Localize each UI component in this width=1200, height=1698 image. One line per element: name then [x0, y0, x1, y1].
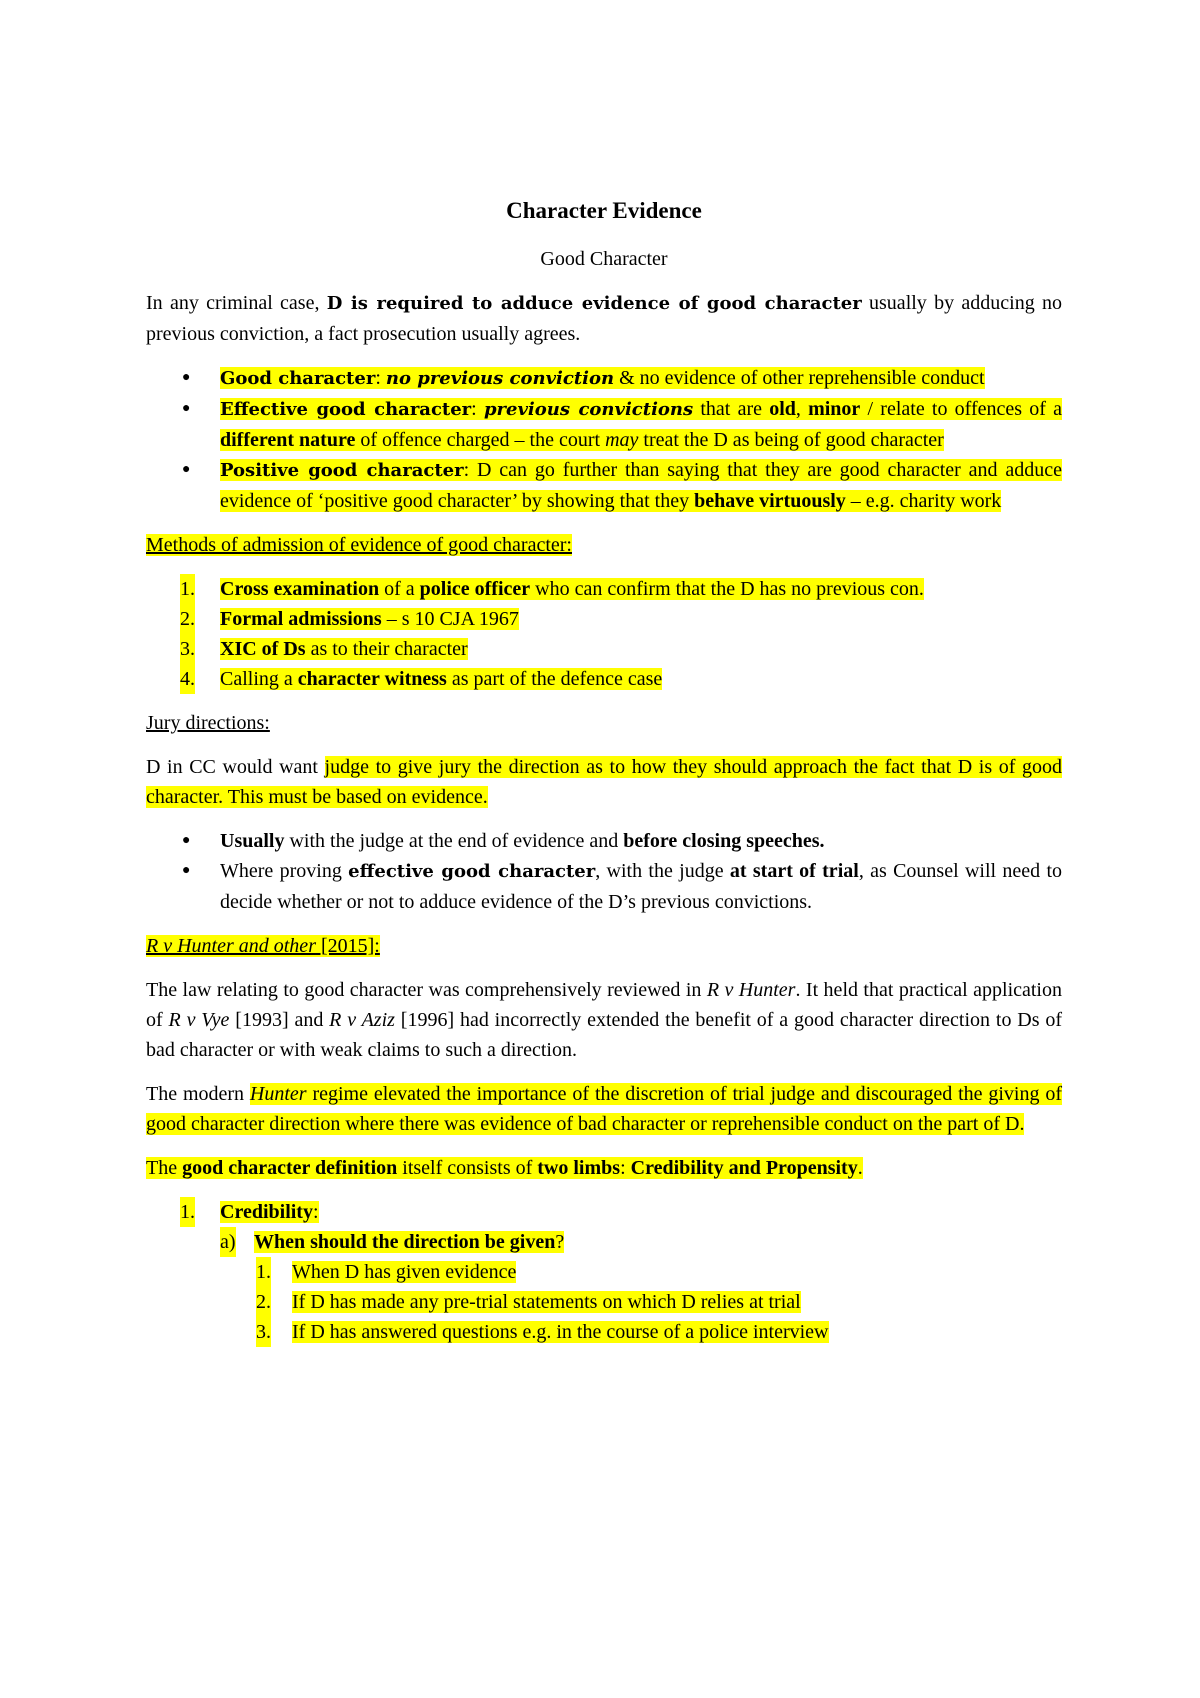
method-bold: character witness: [297, 668, 447, 690]
modern-text: The modern: [146, 1083, 250, 1105]
type-italic: may: [605, 429, 639, 451]
methods-heading-text: Methods of admission of evidence of good character:: [146, 534, 572, 556]
bullet-icon: ●: [182, 462, 191, 477]
method-bold: police officer: [419, 578, 531, 600]
method-text: Calling a: [220, 668, 298, 690]
hunter-paragraph: [146, 975, 1062, 1065]
limbs-list: [146, 1197, 1062, 1227]
list-number: 4.: [180, 664, 195, 694]
type-text: ,: [795, 398, 809, 420]
bullet-icon: ●: [182, 833, 191, 848]
list-item: [146, 856, 1062, 917]
bullet-icon: ●: [182, 370, 191, 385]
type-text: : D can go further than saying that they are good character and adduce evidence of ‘positive good character’ by showing that they: [220, 459, 1062, 512]
type-bold: old: [769, 398, 796, 420]
case-citation: R v Aziz: [329, 1009, 395, 1031]
method-text: – s 10 CJA 1967: [381, 608, 519, 630]
list-number: 1.: [180, 1197, 195, 1227]
limbs-text: The: [146, 1157, 183, 1179]
limbs-bold: good character definition: [182, 1157, 398, 1179]
list-item: [146, 363, 1062, 394]
intro-text-a: In any criminal case,: [146, 292, 327, 314]
type-bold: different nature: [220, 429, 356, 451]
condition-text: When D has given evidence: [292, 1261, 517, 1283]
point-text: , as Counsel will need to decide whether or not to adduce evidence of the D’s previous convictions.: [220, 860, 1063, 913]
list-number: 2.: [180, 604, 195, 634]
jury-paragraph: [146, 752, 1062, 812]
list-item-credibility: [146, 1197, 1062, 1227]
type-rest: & no evidence of other reprehensible conduct: [614, 367, 985, 389]
case-name: R v Hunter and other: [146, 935, 316, 957]
limbs-text: .: [857, 1157, 863, 1179]
type-sep: :: [471, 398, 484, 420]
sub-marker: a): [220, 1227, 236, 1257]
document-title: Character Evidence: [506, 198, 702, 223]
jury-points-list: [146, 826, 1062, 917]
intro-paragraph: [146, 288, 1062, 349]
method-text: who can confirm that the D has no previous con.: [530, 578, 924, 600]
jury-heading-text: Jury directions:: [146, 712, 270, 734]
type-bold: minor: [808, 398, 861, 420]
sub-q: ?: [555, 1231, 565, 1253]
method-bold: Cross examination: [220, 578, 380, 600]
bullet-icon: ●: [182, 401, 191, 416]
list-number: 2.: [256, 1287, 271, 1317]
list-number: 3.: [180, 634, 195, 664]
list-item: [146, 394, 1062, 455]
list-item: [146, 574, 1062, 604]
list-item: [146, 1227, 1062, 1257]
methods-heading: [146, 530, 1062, 560]
character-types-list: [146, 363, 1062, 516]
type-bold: behave virtuously: [694, 490, 846, 512]
list-item: [146, 1317, 1062, 1347]
type-label: Positive good character: [220, 460, 464, 481]
type-text: of offence charged – the court: [355, 429, 606, 451]
section-heading-good-character: Good Character: [540, 248, 668, 270]
list-number: 1.: [256, 1257, 271, 1287]
limbs-paragraph: [146, 1153, 1062, 1183]
modern-regime-paragraph: [146, 1079, 1062, 1139]
limbs-text: :: [620, 1157, 631, 1179]
type-sep: :: [375, 367, 386, 389]
credibility-sub-list: [146, 1227, 1062, 1257]
list-item: [146, 604, 1062, 634]
point-bold: at start of trial: [729, 860, 859, 882]
hunter-text: [1993] and: [229, 1009, 330, 1031]
type-text: that are: [693, 398, 770, 420]
limbs-bold: Credibility and Propensity: [630, 1157, 858, 1179]
hunter-text: [1996] had incorrectly extended the benefit of a good character direction to Ds of bad character or with weak claims to such a direction.: [146, 1009, 1063, 1061]
limbs-bold: two limbs: [537, 1157, 621, 1179]
intro-text-c: usually by adducing no previous conviction, a fact prosecution usually agrees.: [146, 292, 1062, 345]
type-label: Good character: [220, 368, 376, 389]
sub-label: When should the direction be given: [254, 1231, 556, 1253]
credibility-conditions-list: [146, 1257, 1062, 1347]
jury-text-b: judge to give jury the direction as to how they should approach the fact that D is of good character. This must be based on evidence.: [146, 756, 1062, 808]
case-citation: Hunter: [249, 1083, 307, 1105]
list-number: 3.: [256, 1317, 271, 1347]
method-text: as part of the defence case: [446, 668, 663, 690]
list-number: 1.: [180, 574, 195, 604]
list-item: [146, 455, 1062, 516]
point-bold: before closing speeches.: [623, 830, 825, 852]
list-item: [146, 826, 1062, 856]
point-text: with the judge at the end of evidence and: [284, 830, 624, 852]
case-heading: [146, 931, 1062, 961]
point-text: Where proving: [220, 860, 349, 882]
type-text: treat the D as being of good character: [638, 429, 944, 451]
jury-heading: [146, 708, 1062, 738]
credibility-colon: :: [312, 1201, 319, 1223]
list-item: [146, 1257, 1062, 1287]
list-item: [146, 1287, 1062, 1317]
type-text: / relate to offences of a: [860, 398, 1062, 420]
intro-bold: D is required to adduce evidence of good character: [326, 293, 862, 314]
limbs-text: itself consists of: [397, 1157, 538, 1179]
condition-text: If D has made any pre-trial statements on which D relies at trial: [292, 1291, 801, 1313]
hunter-text: The law relating to good character was comprehensively reviewed in: [146, 979, 707, 1001]
point-bold: Usually: [220, 830, 285, 852]
method-text: of a: [379, 578, 420, 600]
list-item: [146, 664, 1062, 694]
modern-text: regime elevated the importance of the discretion of trial judge and discouraged the giving of good character direction where there was evidence of bad character or reprehensible conduct on the part of D.: [146, 1083, 1062, 1135]
hunter-text: . It held that practical application of: [146, 979, 1062, 1031]
case-citation: R v Hunter: [706, 979, 796, 1001]
list-item: [146, 634, 1062, 664]
type-em: previous convictions: [483, 399, 694, 420]
method-bold: XIC of Ds: [220, 638, 306, 660]
type-text: – e.g. charity work: [845, 490, 1002, 512]
methods-list: [146, 574, 1062, 694]
point-bold: effective good character: [348, 861, 596, 882]
method-bold: Formal admissions: [220, 608, 382, 630]
jury-text-a: D in CC would want: [146, 756, 325, 778]
condition-text: If D has answered questions e.g. in the course of a police interview: [292, 1321, 829, 1343]
point-text: , with the judge: [595, 860, 730, 882]
case-year: [2015]:: [315, 935, 380, 957]
type-em: no previous conviction: [385, 368, 615, 389]
case-citation: R v Vye: [168, 1009, 230, 1031]
method-text: as to their character: [305, 638, 468, 660]
bullet-icon: ●: [182, 863, 191, 878]
credibility-label: Credibility: [220, 1201, 313, 1223]
type-label: Effective good character: [220, 399, 472, 420]
